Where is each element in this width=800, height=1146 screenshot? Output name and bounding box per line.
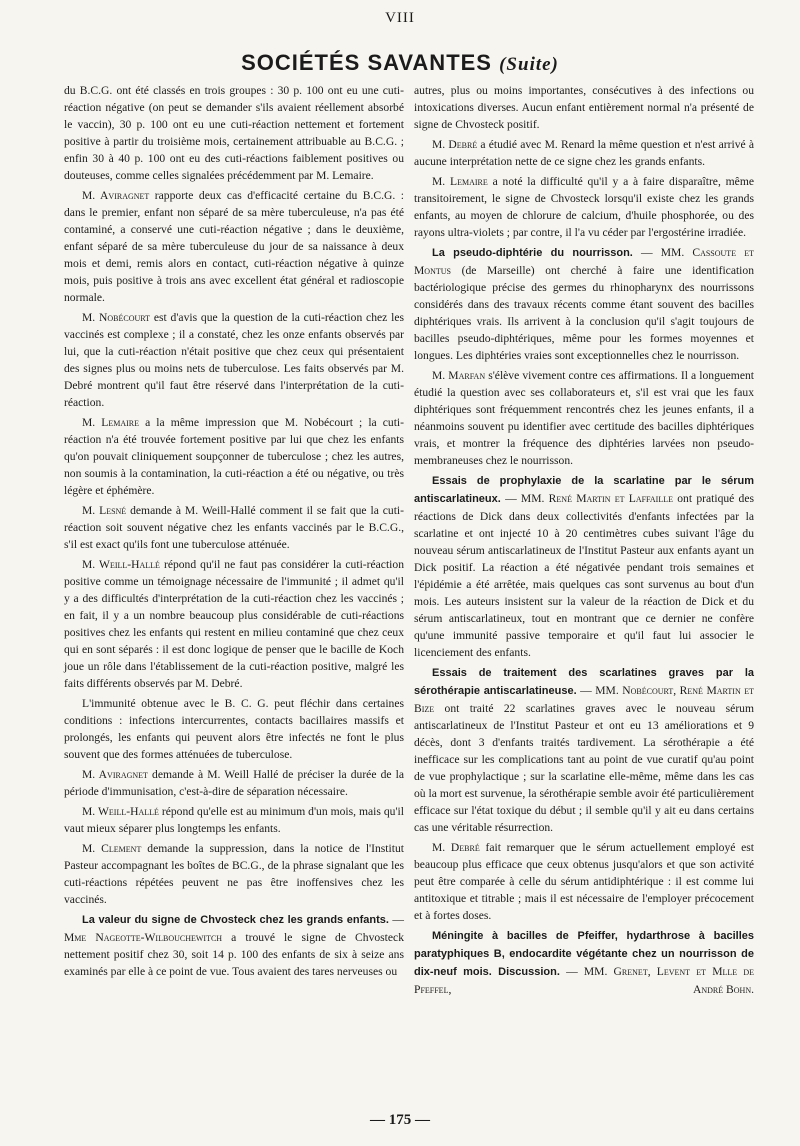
speaker-name: M. Marfan [432,369,486,382]
speaker-name: M. Weill-Hallé [82,805,159,818]
paragraph: autres, plus ou moins importantes, consécutives à des infections ou intoxications diverses. Aucun enfant entièrement normal n'a présenté de signe de Chvosteck positif. [414,84,754,131]
paragraph: L'immunité obtenue avec le B. C. G. peut fléchir dans certaines conditions : infections intercurrentes, contacts bacillaires massifs et prolongés, les enfants qui peuvent alors être infectés ne font le plus souvent que des formes atténuées de tuberculose. [64,697,404,761]
paragraph: M. Debré a étudié avec M. Renard la même question et n'est arrivé à aucune interprétation nette de ce signe chez les grands enfants. [414,138,754,168]
section-heading: La valeur du signe de Chvosteck chez les grands enfants. [82,914,389,926]
title-text: SOCIÉTÉS SAVANTES [241,50,492,75]
paragraph: M. Lemaire a la même impression que M. Nobécourt ; la cuti-réaction n'a été trouvée fortement positive par lui que chez les enfants qu'on pouvait cliniquement soupçonner de tuberculose ; chez les autres, non soumis à la contamination, la cuti-réaction a été ou négative, ou très légère et éphémère. [64,416,404,497]
section-heading: La pseudo-diphtérie du nourrisson. [432,247,633,259]
right-column [414,82,754,1001]
paragraph: M. Lesné demande à M. Weill-Hallé comment il se fait que la cuti-réaction soit souvent négative chez les enfants vaccinés par le B.C.G., s'il est exact qu'ils font une tuberculose atténuée. [64,504,404,551]
speaker-name: M. Nobécourt [82,311,151,324]
section-heading: Essais de traitement des scarlatines graves par la sérothérapie antiscarlatineuse. [414,667,754,697]
speaker-name: M. Debré [432,841,480,854]
speaker-name: André Bohn. [692,983,754,996]
speaker-name: — MM. René Martin et Laffaille [500,492,674,505]
speaker-name: — Mme Nageotte-Wilbouchewitch [64,913,404,944]
section-paragraph: Essais de prophylaxie de la scarlatine par le sérum antiscarlatineux. — MM. René Martin et Laffaille ont pratiqué des réactions de Dick dans deux collectivités d'enfants infectées par la scarlatine et ont injecté 10 à 20 centimètres cubes suivant l'âge du nouveau sérum antiscarlatineux de l'Institut Pasteur aux enfants ayant un Dick positif. La réaction a été négativée pendant trois semaines et l'épidémie a été arrêtée, mais quelques cas sont survenus au bout d'un mois. Les auteurs insistent sur la valeur de la réaction de Dick et du sérum antiscarlatineux, tout en montrant que ce dernier ne confère qu'une immunité passive temporaire et qu'il faut lui associer le licenciement des enfants. [414,475,755,659]
paragraph: M. Aviragnet demande à M. Weill Hallé de préciser la durée de la période d'immunisation, c'est-à-dire de séparation nécessaire. [64,768,404,798]
section-heading: Essais de prophylaxie de la scarlatine par le sérum antiscarlatineux. [414,475,754,505]
paragraph: M. Marfan s'élève vivement contre ces affirmations. Il a longuement étudié la question avec ses collaborateurs et, s'il est vrai que les faux diphtériques sont fréquemment rencontrés chez les jeunes enfants, il a néanmoins souvent pu identifier avec certitude des bacilles diphtériques vrais, et montrer la fréquence des diphtéries larvées non pseudo-membraneuses chez le nourrisson. [414,369,754,467]
footer-page-number: — 175 — [370,1112,430,1128]
title-suite: (Suite) [499,54,559,75]
speaker-name: — MM. Nobécourt, René Martin et Bize [414,684,754,715]
left-column [64,82,404,983]
speaker-name: M. Lemaire [82,416,140,429]
paragraph: du B.C.G. ont été classés en trois groupes : 30 p. 100 ont eu une cuti-réaction négative (on peut se demander s'ils avaient réellement absorbé le vaccin), 30 p. 100 ont eu une cuti-réaction nettement et fortement positive à partir du troisième mois, certainement attribuable au B.C.G. ; enfin 30 à 40 p. 100 ont eu des cuti-réactions faiblement positives ou douteuses, comme celles signalées précédemment par M. Lemaire. [64,84,404,182]
page-number [0,1112,800,1129]
speaker-name: M. Lesné [82,504,127,517]
page-roman-number [0,10,800,27]
paragraph: M. Weill-Hallé répond qu'elle est au minimum d'un mois, mais qu'il vaut mieux séparer plus longtemps les enfants. [64,805,404,835]
section-title [0,50,800,76]
section-paragraph: La valeur du signe de Chvosteck chez les grands enfants. — Mme Nageotte-Wilbouchewitch a trouvé le signe de Chvosteck nettement positif chez 30, soit 14 p. 100 des enfants de six à seize ans examinés par elle à ce point de vue. Tous avaient des tares nerveuses ou [64,913,404,978]
paragraph: M. Clement demande la suppression, dans la notice de l'Institut Pasteur accompagnant les boîtes de BC.G., de la phrase signalant que les cuti-réactions répétées peuvent ne pas être inoffensives chez les vaccinés. [64,842,404,906]
paragraph: M. Nobécourt est d'avis que la question de la cuti-réaction chez les vaccinés est complexe ; il a constaté, chez les onze enfants observés par lui, que la cuti-réaction n'était positive que chez ceux qui présentaient des signes plus ou moins nets de tuberculose. Les faits observés par M. Debré montrent qu'il faut être réservé dans l'interprétation de la cuti-réaction. [64,311,404,409]
paragraph: M. Aviragnet rapporte deux cas d'efficacité certaine du B.C.G. : dans le premier, enfant non séparé de sa mère tuberculeuse, n'a pas été contaminé, a conservé une cuti-réaction négative ; dans le deuxième, enfant séparé de sa mère tuberculeuse du jour de sa naissance à deux mois et demi, remis alors en contact, cuti-réaction négative à quinze mois, puis positive à trois ans avec excellent état général et radioscopie normale. [64,189,404,304]
section-paragraph: Essais de traitement des scarlatines graves par la sérothérapie antiscarlatineuse. — MM. Nobécourt, René Martin et Bize ont traité 22 scarlatines graves avec le nouveau sérum antiscarlatineux de l'Institut Pasteur et ont eu 13 améliorations et 9 décès, dont 3 d'enfants traités tardivement. La sérothérapie a été inefficace sur les complications tant au point de vue curatif qu'au point de vue prophylactique ; sur la scarlatine elle-même, même dans les cas où la mort est survenue, la sérothérapie semble avoir été particulièrement efficace sur l'état toxique du début ; il semble qu'il y ait eu dans certains cas une véritable résurrection. [414,667,754,834]
speaker-name: — MM. Cassoute et Montus [414,246,754,277]
speaker-name: M. Aviragnet [82,189,150,202]
section-paragraph [414,927,754,998]
speaker-name: — MM. Grenet, Levent et Mlle de Pfeffel, [414,965,755,996]
paragraph: M. Lemaire a noté la difficulté qu'il y a à faire disparaître, même transitoirement, le signe de Chvosteck lorsqu'il existe chez les grands enfants, au moyen de chlorure de calcium, d'huile phosphorée, ou des rayons ultra-violets ; par contre, il l'a vu céder par l'ergostérine irradiée. [414,175,754,239]
speaker-name: M. Weill-Hallé [82,558,160,571]
header-roman: VIII [385,10,415,26]
speaker-name: M. Debré [432,138,478,151]
paragraph: M. Debré fait remarquer que le sérum actuellement employé est beaucoup plus efficace que ceux obtenus jusqu'alors et que son activité peut être comparée à celle du sérum antidiphtérique : il est comme lui antitoxique et titrable ; mais il est nécessaire de l'employer précocement et à fortes doses. [414,841,754,922]
speaker-name: M. Lemaire [432,175,488,188]
speaker-name: M. Aviragnet [82,768,148,781]
speaker-name: M. Clement [82,842,142,855]
section-paragraph: La pseudo-diphtérie du nourrisson. — MM. Cassoute et Montus (de Marseille) ont cherché à faire une identification bactériologique précise des germes du rhinopharynx des nourrissons considérés dans des travaux récents comme étant souvent des bacilles diphtériques vrais. Ils arrivent à la conclusion qu'il s'agit toujours de bacilles pseudo-diphtériques, même pour les formes moyennes et longues. Les diphtéries vraies sont exceptionnelles chez le nourrisson. [414,246,754,362]
paragraph: M. Weill-Hallé répond qu'il ne faut pas considérer la cuti-réaction positive comme un témoignage nécessaire de l'immunité ; il admet qu'il y a des difficultés d'interprétation de la cuti-réaction chez les vaccinés ; en fait, il y a un nombre beaucoup plus considérable de cuti-réactions positives chez les enfants qui restent en milieu contaminé que chez ceux qui en sont séparés : il est donc logique de penser que le bacille de Koch joue un rôle dans l'établissement de la cuti-réaction positive, malgré les faits différents observés par M. Debré. [64,558,404,690]
section-heading: Méningite à bacilles de Pfeiffer, hydarthrose à bacilles paratyphiques B, endocardite végétante chez un nourrisson de dix-neuf mois. Discussion. [414,930,754,978]
